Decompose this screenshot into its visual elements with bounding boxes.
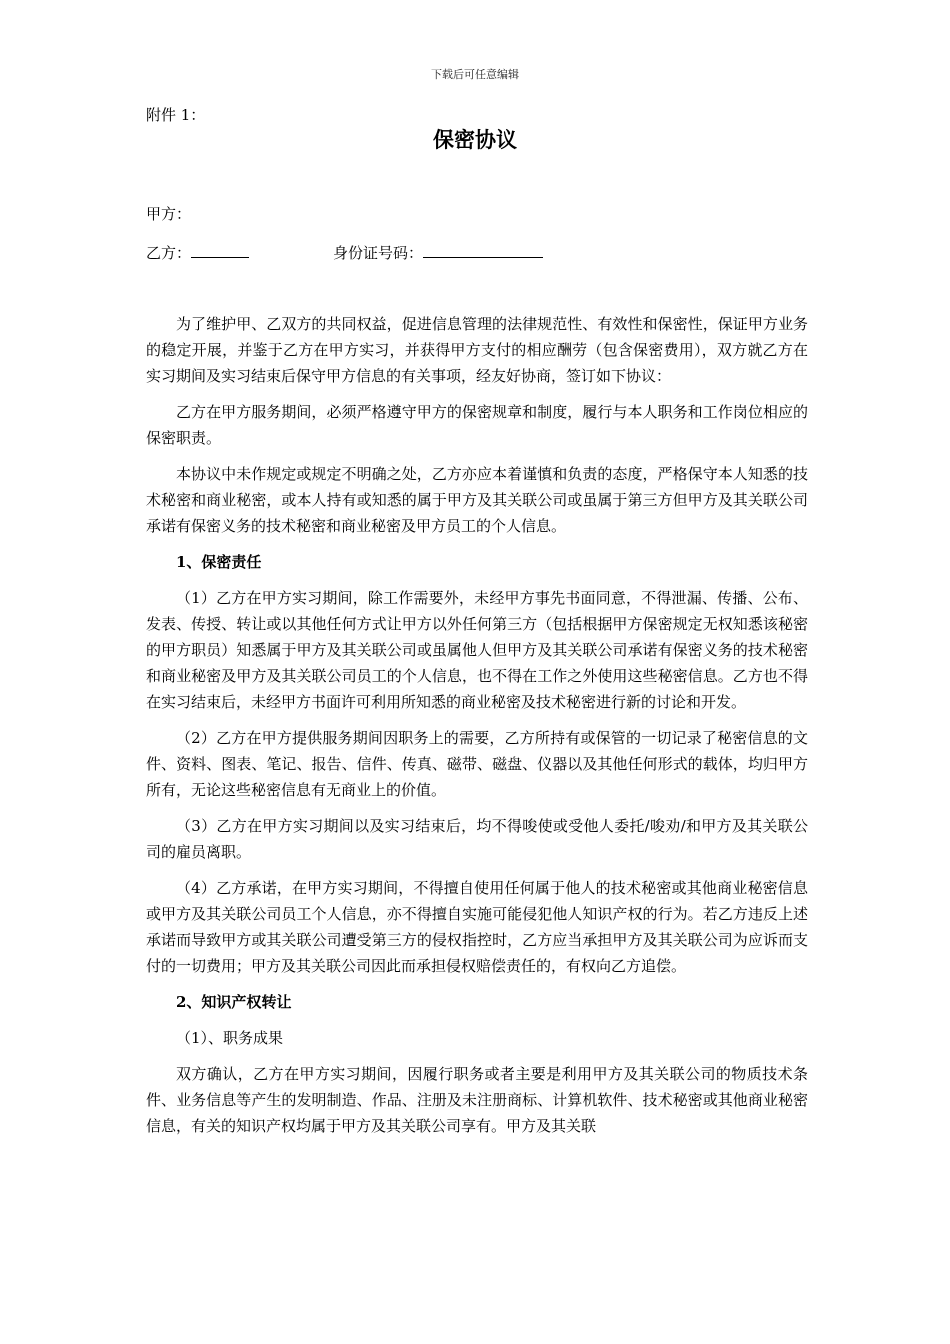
paragraph: 本协议中未作规定或规定不明确之处，乙方亦应本着谨慎和负责的态度，严格保守本人知悉的技术秘密和商业秘密，或本人持有或知悉的属于甲方及其关联公司或虽属于第三方但甲方及其关联公司承诺有保密义务的技术秘密和商业秘密及甲方员工的个人信息。 xyxy=(146,465,808,535)
clause: （1）乙方在甲方实习期间，除工作需要外，未经甲方事先书面同意，不得泄漏、传播、公布、发表、传授、转让或以其他任何方式让甲方以外任何第三方（包括根据甲方保密规定无权知悉该秘密的甲方职员）知悉属于甲方及其关联公司或虽属他人但甲方及其关联公司承诺有保密义务的技术秘密和商业秘密及甲方及其关联公司员工的个人信息，也不得在工作之外使用这些秘密信息。乙方也不得在实习结束后，未经甲方书面许可利用所知悉的商业秘密及技术秘密进行新的讨论和开发。 xyxy=(146,589,808,711)
id-number-blank[interactable] xyxy=(423,243,543,258)
id-number-label: 身份证号码： xyxy=(333,244,424,262)
attachment-label: 附件 1： xyxy=(146,106,206,124)
agreement-body xyxy=(146,311,808,1139)
clause: （3）乙方在甲方实习期间以及实习结束后，均不得唆使或受他人委托/唆劝/和甲方及其关联公司的雇员离职。 xyxy=(146,817,808,861)
section-heading-ip-transfer: 2、知识产权转让 xyxy=(176,993,292,1011)
intro-paragraph: 为了维护甲、乙双方的共同权益，促进信息管理的法律规范性、有效性和保密性，保证甲方业务的稳定开展，并鉴于乙方在甲方实习，并获得甲方支付的相应酬劳（包含保密费用），双方就乙方在实习期间及实习结束后保守甲方信息的有关事项，经友好协商，签订如下协议： xyxy=(146,315,808,385)
party-b-name-blank[interactable] xyxy=(191,243,249,258)
party-a-line xyxy=(146,203,191,224)
subheading-work-results: （1）、职务成果 xyxy=(176,1029,284,1047)
clause: 双方确认，乙方在甲方实习期间，因履行职务或者主要是利用甲方及其关联公司的物质技术条件、业务信息等产生的发明制造、作品、注册及未注册商标、计算机软件、技术秘密或其他商业秘密信息，有关的知识产权均属于甲方及其关联公司享有。甲方及其关联 xyxy=(146,1065,808,1135)
paragraph: 乙方在甲方服务期间，必须严格遵守甲方的保密规章和制度，履行与本人职务和工作岗位相应的保密职责。 xyxy=(146,403,808,447)
header-note: 下载后可任意编辑 xyxy=(431,68,519,81)
party-b-label: 乙方： xyxy=(146,244,192,262)
party-b-line xyxy=(146,242,746,263)
section-heading-confidentiality: 1、保密责任 xyxy=(176,553,262,571)
clause: （4）乙方承诺，在甲方实习期间，不得擅自使用任何属于他人的技术秘密或其他商业秘密信息或甲方及其关联公司员工个人信息，亦不得擅自实施可能侵犯他人知识产权的行为。若乙方违反上述承诺而导致甲方或其关联公司遭受第三方的侵权指控时，乙方应当承担甲方及其关联公司为应诉而支付的一切费用；甲方及其关联公司因此而承担侵权赔偿责任的，有权向乙方追偿。 xyxy=(146,879,808,975)
party-a-label: 甲方： xyxy=(146,205,192,223)
clause: （2）乙方在甲方提供服务期间因职务上的需要，乙方所持有或保管的一切记录了秘密信息的文件、资料、图表、笔记、报告、信件、传真、磁带、磁盘、仪器以及其他任何形式的载体，均归甲方所有，无论这些秘密信息有无商业上的价值。 xyxy=(146,729,808,799)
id-number-field xyxy=(333,242,543,263)
document-title: 保密协议 xyxy=(433,128,517,152)
